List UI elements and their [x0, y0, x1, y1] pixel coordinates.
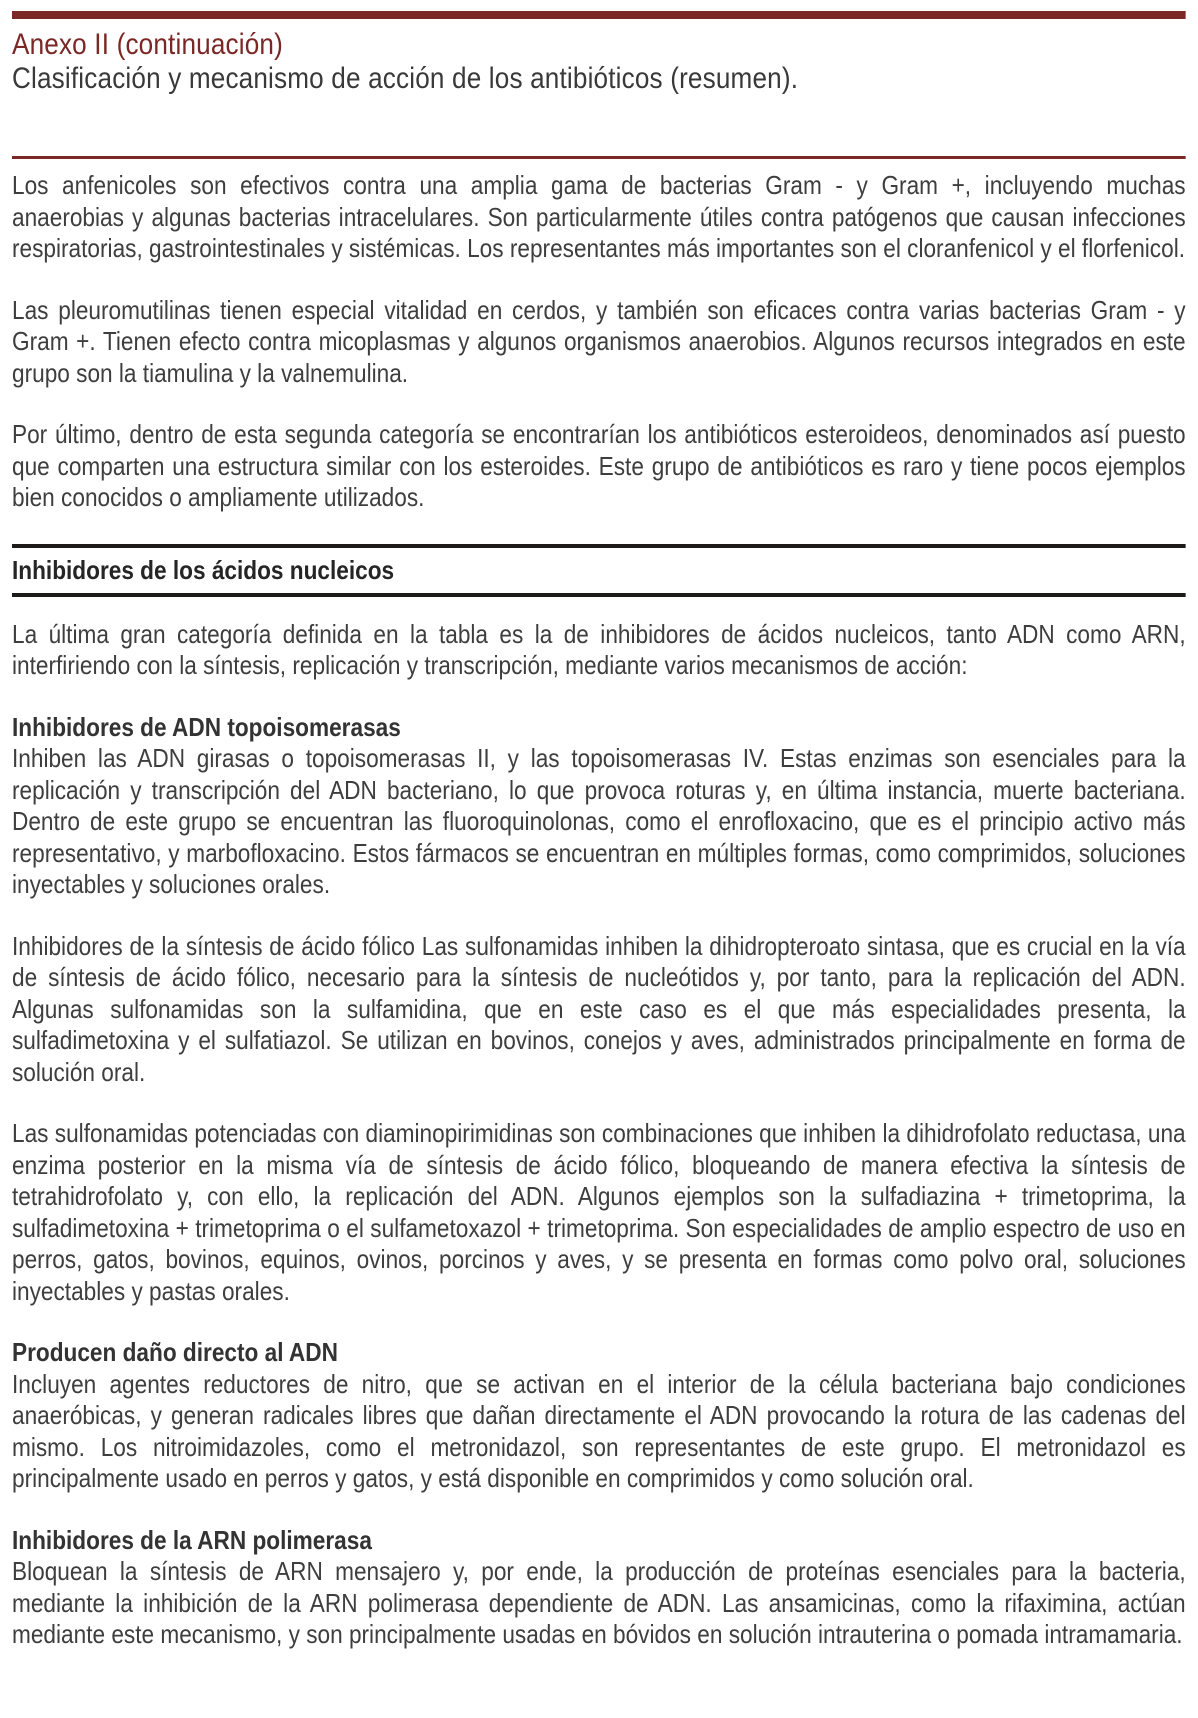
subheading-arn-polimerasa: Inhibidores de la ARN polimerasa: [12, 1524, 372, 1555]
section-heading-acidos-nucleicos: Inhibidores de los ácidos nucleicos: [12, 554, 395, 585]
paragraph-topoisomerasas: Inhiben las ADN girasas o topoisomerasas II, y las topoisomerasas IV. Estas enzimas son esenciales para la replicación y transcripción del ADN bacteriano, lo que provoca roturas y, en última instancia, muerte bacteriana. Dentro de este grupo se encuentran las fluoroquinolonas, como el enrofloxacino, que es el principio activo más representativo, y marbofloxacino. Estos fármacos se encuentran en múltiples formas, como comprimidos, soluciones inyectables y soluciones orales.: [12, 743, 1186, 899]
subheading-adn-topoisomerasas: Inhibidores de ADN topoisomerasas: [12, 711, 401, 742]
paragraph-nitroimidazoles: Incluyen agentes reductores de nitro, que se activan en el interior de la célula bacteriana bajo condiciones anaeróbicas, y generan radicales libres que dañan directamente el ADN provocando la rotura de las cadenas del mismo. Los nitroimidazoles, como el metronidazol, son representantes de este grupo. El metronidazol es principalmente usado en perros y gatos, y está disponible en comprimidos y como solución oral.: [12, 1368, 1186, 1493]
paragraph-anfenicoles: Los anfenicoles son efectivos contra una amplia gama de bacterias Gram - y Gram +, incluyendo muchas anaerobias y algunas bacterias intracelulares. Son particularmente útiles contra patógenos que causan infecciones respiratorias, gastrointestinales y sistémicas. Los representantes más importantes son el cloranfenicol y el florfenicol.: [12, 170, 1186, 263]
paragraph-section-intro: La última gran categoría definida en la tabla es la de inhibidores de ácidos nucleicos, tanto ADN como ARN, interfiriendo con la síntesis, replicación y transcripción, mediante varios mecanismos de acción:: [12, 618, 1186, 680]
page-title: Anexo II (continuación): [12, 28, 283, 61]
section-heading-band: [12, 544, 1186, 597]
maroon-divider: [12, 156, 1186, 159]
content-column: [12, 11, 1186, 1651]
top-accent-bar: [12, 11, 1186, 19]
paragraph-esteroideos: Por último, dentro de esta segunda categoría se encontrarían los antibióticos esteroideos, denominados así puesto que comparten una estructura similar con los esteroides. Este grupo de antibióticos es raro y tiene pocos ejemplos bien conocidos o ampliamente utilizados.: [12, 419, 1186, 512]
paragraph-pleuromutilinas: Las pleuromutilinas tienen especial vitalidad en cerdos, y también son eficaces contra varias bacterias Gram - y Gram +. Tienen efecto contra micoplasmas y algunos organismos anaerobios. Algunos recursos integrados en este grupo son la tiamulina y la valnemulina.: [12, 294, 1186, 388]
subheading-dano-directo-adn: Producen daño directo al ADN: [12, 1337, 338, 1367]
page-subtitle: Clasificación y mecanismo de acción de los antibióticos (resumen).: [12, 62, 799, 95]
paragraph-sulfonamidas-potenciadas: Las sulfonamidas potenciadas con diaminopirimidinas son combinaciones que inhiben la dihidrofolato reductasa, una enzima posterior en la misma vía de síntesis de ácido fólico, bloqueando de manera efectiva la síntesis de tetrahidrofolato y, con ello, la replicación del ADN. Algunos ejemplos son la sulfadiazina + trimetoprima, la sulfadimetoxina + trimetoprima o el sulfametoxazol + trimetoprima. Son especialidades de amplio espectro de uso en perros, gatos, bovinos, equinos, ovinos, porcinos y aves, y se presenta en formas como polvo oral, soluciones inyectables y pastas orales.: [12, 1118, 1186, 1306]
paragraph-ansamicinas: Bloquean la síntesis de ARN mensajero y, por ende, la producción de proteínas esenciales para la bacteria, mediante la inhibición de la ARN polimerasa dependiente de ADN. Las ansamicinas, como la rifaximina, actúan mediante este mecanismo, y son principalmente usadas en bóvidos en solución intrauterina o pomada intramamaria.: [12, 1556, 1186, 1649]
paragraph-acido-folico: Inhibidores de la síntesis de ácido fólico Las sulfonamidas inhiben la dihidropteroato sintasa, que es crucial en la vía de síntesis de ácido fólico, necesario para la síntesis de nucleótidos y, por tanto, para la replicación del ADN. Algunas sulfonamidas son la sulfamidina, que en este caso es el que más especialidades presenta, la sulfadimetoxina y el sulfatiazol. Se utilizan en bovinos, conejos y aves, administrados principalmente en forma de solución oral.: [12, 930, 1186, 1087]
